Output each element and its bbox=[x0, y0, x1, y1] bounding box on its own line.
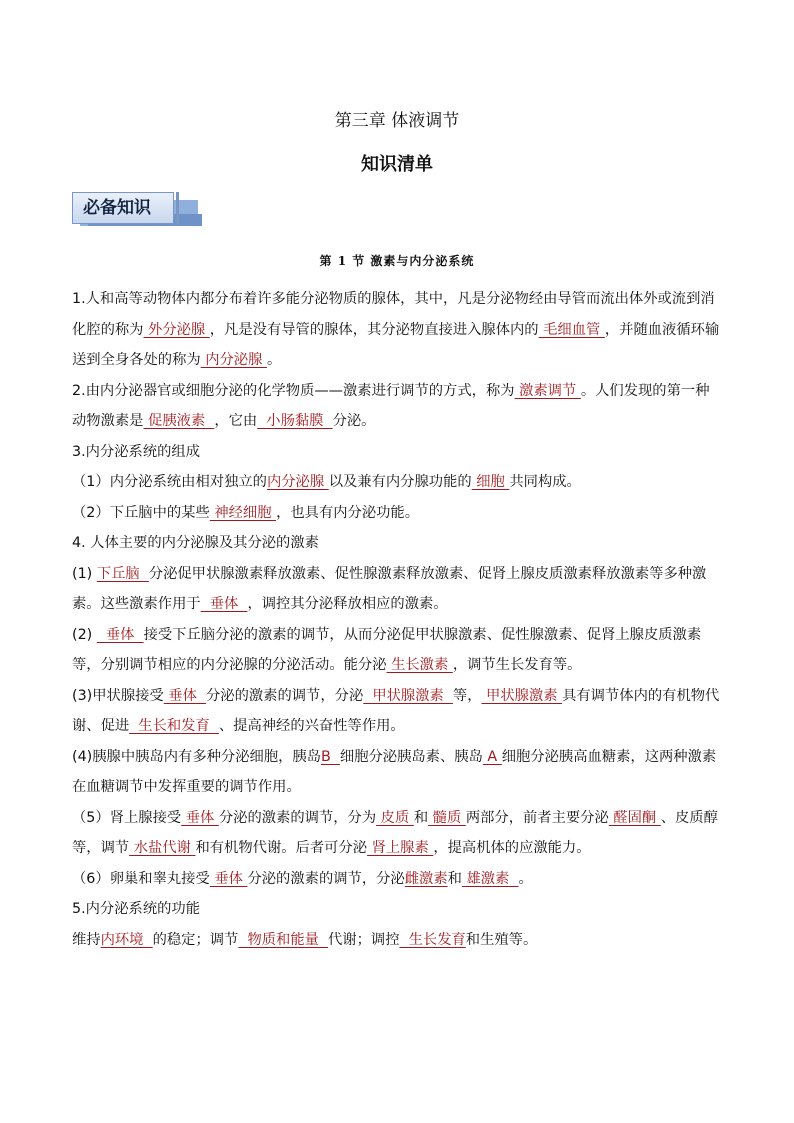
item-text: 接受下丘脑分泌的激素的调节，从而分泌促甲状腺激素、促性腺激素、促肾上腺皮质激素等，分别调节相应的内分泌腺的分泌活动。能分泌 bbox=[72, 626, 702, 673]
answer-blank: 雌激素 bbox=[404, 870, 448, 887]
item-text: 和生殖等。 bbox=[465, 931, 538, 948]
item-text: 2.由内分泌器官或细胞分泌的化学物质——激素进行调节的方式，称为 bbox=[72, 382, 515, 399]
item-text: 共同构成。 bbox=[509, 474, 581, 490]
answer-blank: 神经细胞 bbox=[209, 504, 277, 521]
item-text: (1) bbox=[72, 565, 97, 582]
item-text: 代谢；调控 bbox=[328, 931, 400, 948]
page-subtitle: 知识清单 bbox=[361, 154, 433, 175]
item-text: (3)甲状腺接受 bbox=[72, 687, 164, 704]
answer-blank: 垂体 bbox=[96, 626, 144, 643]
section-heading: 第 1 节 激素与内分泌系统 bbox=[319, 254, 475, 268]
item-text: 细胞分泌胰高血糖素，这两种激素在血糖调节中发挥重要的调节作用。 bbox=[72, 748, 717, 795]
answer-blank: 毛细血管 bbox=[538, 321, 605, 338]
list-item bbox=[72, 925, 722, 956]
answer-blank: 髓质 bbox=[428, 809, 466, 826]
list-item bbox=[72, 498, 722, 529]
answer-blank: B bbox=[321, 748, 340, 765]
answer-blank: 雄激素 bbox=[461, 870, 519, 887]
answer-blank: 水盐代谢 bbox=[129, 840, 196, 856]
item-text: 。 bbox=[266, 352, 282, 368]
item-text: (2) bbox=[72, 626, 97, 643]
item-text: （2）下丘脑中的某些 bbox=[72, 504, 210, 521]
answer-blank: 小肠黏膜 bbox=[257, 413, 333, 429]
item-text: 分泌。 bbox=[332, 413, 376, 429]
answer-blank: A bbox=[482, 748, 502, 765]
answer-blank: 生长和发育 bbox=[129, 718, 219, 734]
list-item bbox=[72, 467, 722, 498]
answer-blank: 内环境 bbox=[100, 931, 153, 948]
item-text: ，调节生长发育等。 bbox=[452, 657, 582, 673]
list-item bbox=[72, 742, 722, 803]
item-text: （1）内分泌系统由相对独立的 bbox=[72, 474, 267, 490]
knowledge-list bbox=[72, 284, 722, 955]
item-text: 3.内分泌系统的组成 bbox=[72, 443, 201, 460]
answer-blank: 皮质 bbox=[376, 809, 414, 826]
answer-blank: 垂体 bbox=[200, 596, 248, 612]
answer-blank: 垂体 bbox=[181, 809, 219, 826]
list-item bbox=[72, 803, 722, 864]
item-text: 分泌促甲状腺激素释放激素、促性腺激素释放激素、促肾上腺皮质激素释放激素等多种激素。这些激素作用于 bbox=[72, 565, 707, 612]
item-text: (4)胰腺中胰岛内有多种分泌细胞，胰岛 bbox=[72, 748, 321, 765]
list-item bbox=[72, 284, 722, 376]
item-text: 细胞分泌胰岛素、胰岛 bbox=[339, 748, 483, 765]
answer-blank: 促胰液素 bbox=[143, 413, 215, 429]
badge-tick bbox=[176, 192, 179, 224]
answer-blank: 外分泌腺 bbox=[143, 321, 210, 338]
item-text: 维持 bbox=[72, 931, 101, 948]
item-text: 、皮质醇等，调节 bbox=[72, 809, 718, 856]
answer-blank: 肾上腺素 bbox=[367, 840, 434, 856]
item-text: 以及兼有内分腺功能的 bbox=[328, 474, 472, 490]
answer-blank: 物质和能量 bbox=[238, 931, 329, 948]
list-item bbox=[72, 528, 722, 559]
item-text: ，提高机体的应激能力。 bbox=[433, 840, 591, 856]
item-text: 、提高神经的兴奋性等作用。 bbox=[218, 718, 405, 734]
item-text: 分泌的激素的调节，分泌 bbox=[247, 870, 405, 887]
item-text: （5）肾上腺接受 bbox=[72, 809, 182, 826]
item-text: 等， bbox=[452, 687, 482, 704]
item-text: ，并随血液循环输送到全身各处的称为 bbox=[72, 321, 720, 368]
answer-blank: 垂体 bbox=[209, 870, 248, 887]
badge-label: 必备知识 bbox=[72, 192, 174, 224]
answer-blank: 细胞 bbox=[471, 474, 510, 490]
item-text: ，它由 bbox=[214, 413, 258, 429]
answer-blank: 内分泌腺 bbox=[200, 352, 267, 368]
list-item bbox=[72, 864, 722, 895]
answer-blank: 生长激素 bbox=[386, 657, 453, 673]
answer-blank: 内分泌腺 bbox=[266, 474, 329, 490]
item-text: 4. 人体主要的内分泌腺及其分泌的激素 bbox=[72, 535, 319, 551]
list-item bbox=[72, 376, 722, 437]
answer-blank: 垂体 bbox=[163, 687, 206, 704]
answer-blank: 生长发育 bbox=[399, 931, 466, 948]
list-item bbox=[72, 437, 722, 468]
item-text: 具有调节体内的有机物代谢、促进 bbox=[72, 687, 720, 734]
item-text: 和 bbox=[447, 870, 462, 887]
item-text: 分泌的激素的调节，分为 bbox=[218, 809, 377, 826]
list-item bbox=[72, 620, 722, 681]
answer-blank: 下丘脑 bbox=[96, 565, 149, 582]
list-item bbox=[72, 559, 722, 620]
section-badge bbox=[72, 192, 202, 228]
item-text: 。 bbox=[518, 870, 533, 887]
item-text: 5.内分泌系统的功能 bbox=[72, 901, 201, 917]
item-text: 。人们发现的第一种动物激素是 bbox=[72, 382, 710, 429]
item-text: ，调控其分泌释放相应的激素。 bbox=[247, 596, 448, 612]
answer-blank: 甲状腺激素 bbox=[481, 687, 563, 704]
chapter-title: 第三章 体液调节 bbox=[334, 111, 460, 131]
answer-blank: 激素调节 bbox=[514, 382, 581, 399]
list-item bbox=[72, 894, 722, 925]
item-text: （6）卵巢和睾丸接受 bbox=[72, 870, 210, 887]
list-item bbox=[72, 681, 722, 742]
item-text: ，也具有内分泌功能。 bbox=[276, 504, 420, 521]
item-text: 分泌的激素的调节，分泌 bbox=[205, 687, 364, 704]
answer-blank: 甲状腺激素 bbox=[363, 687, 453, 704]
item-text: 和有机物代谢。后者可分泌 bbox=[195, 840, 368, 856]
item-text: 的稳定；调节 bbox=[152, 931, 239, 948]
item-text: 和 bbox=[413, 809, 429, 826]
item-text: ，凡是没有导管的腺体，其分泌物直接进入腺体内的 bbox=[209, 321, 539, 338]
item-text: 两部分，前者主要分泌 bbox=[465, 809, 609, 826]
item-text: 1.人和高等动物体内都分布着许多能分泌物质的腺体，其中，凡是分泌物经由导管而流出体外或流到消化腔的称为 bbox=[72, 291, 715, 338]
answer-blank: 醛固酮 bbox=[608, 809, 661, 826]
